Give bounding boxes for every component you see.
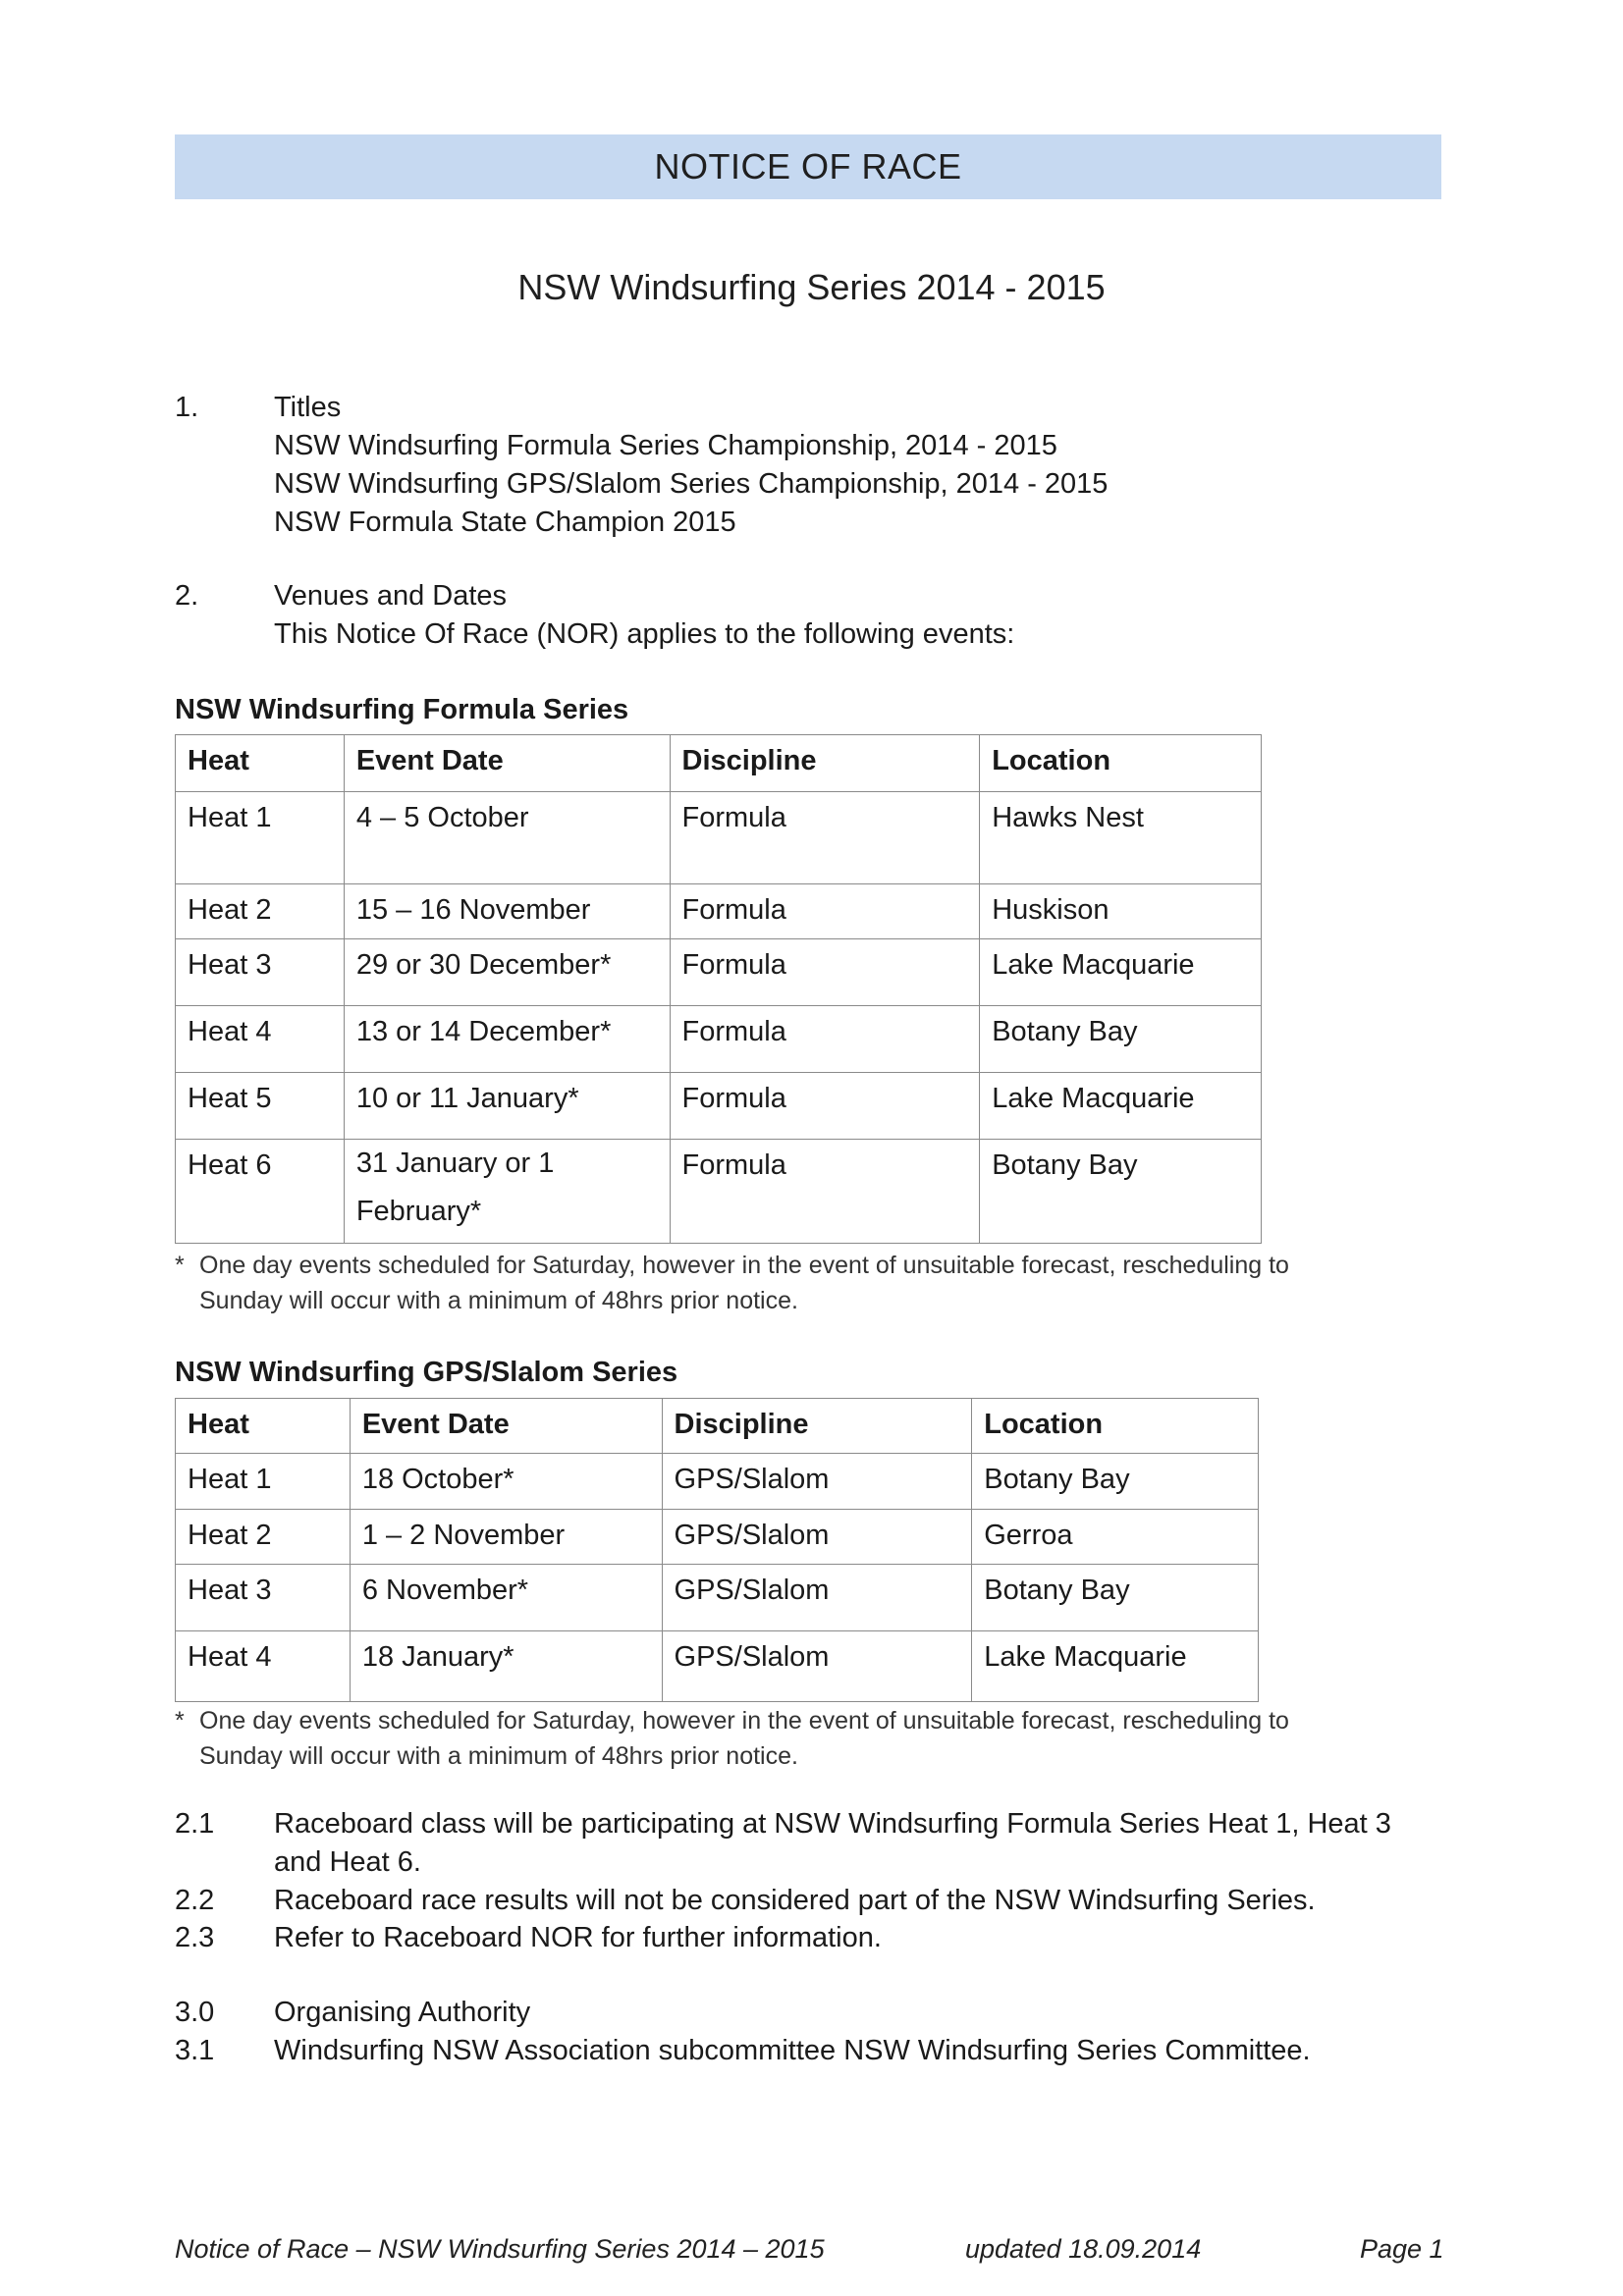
cell-location: Gerroa (972, 1510, 1259, 1565)
cell-discipline: Formula (670, 884, 980, 939)
section-3-heading: Organising Authority (274, 1997, 531, 2028)
cell-discipline: Formula (670, 792, 980, 884)
cell-heat: Heat 2 (176, 1510, 351, 1565)
header-heat: Heat (176, 735, 345, 792)
cell-event-date: 31 January or 1 February* (344, 1140, 670, 1244)
table-row (176, 1006, 1262, 1073)
cell-discipline: GPS/Slalom (662, 1631, 972, 1702)
cell-heat: Heat 3 (176, 1565, 351, 1631)
table-header-row (176, 735, 1262, 792)
title-line: NSW Windsurfing GPS/Slalom Series Championship, 2014 - 2015 (274, 468, 1109, 500)
cell-event-date: 1 – 2 November (350, 1510, 662, 1565)
table-row (176, 1073, 1262, 1140)
header-event-date: Event Date (350, 1399, 662, 1454)
clause-number: 3.1 (175, 2035, 215, 2066)
formula-footnote-cont: Sunday will occur with a minimum of 48hrs prior notice. (199, 1287, 798, 1314)
table-row (176, 1454, 1259, 1510)
cell-heat: Heat 2 (176, 884, 345, 939)
header-heat: Heat (176, 1399, 351, 1454)
table-row (176, 939, 1262, 1006)
cell-location: Botany Bay (972, 1454, 1259, 1510)
table-row (176, 1510, 1259, 1565)
title-line: NSW Formula State Champion 2015 (274, 507, 736, 538)
cell-discipline: GPS/Slalom (662, 1510, 972, 1565)
cell-discipline: Formula (670, 1140, 980, 1244)
asterisk-icon: * (175, 1252, 185, 1279)
cell-location: Lake Macquarie (972, 1631, 1259, 1702)
clause-text: Refer to Raceboard NOR for further information. (274, 1922, 882, 1953)
footer-document-name: Notice of Race – NSW Windsurfing Series 2014 – 2015 (175, 2234, 825, 2264)
formula-table-caption: NSW Windsurfing Formula Series (175, 694, 629, 725)
document-title: NSW Windsurfing Series 2014 - 2015 (517, 267, 1106, 307)
section-1-heading: Titles (274, 392, 342, 423)
cell-heat: Heat 4 (176, 1631, 351, 1702)
cell-discipline: GPS/Slalom (662, 1565, 972, 1631)
table-header-row (176, 1399, 1259, 1454)
gps-footnote-cont: Sunday will occur with a minimum of 48hrs prior notice. (199, 1742, 798, 1770)
section-3-number: 3.0 (175, 1997, 215, 2028)
banner-title: NOTICE OF RACE (654, 146, 962, 187)
section-1-number: 1. (175, 392, 199, 423)
cell-discipline: Formula (670, 1006, 980, 1073)
cell-event-date: 6 November* (350, 1565, 662, 1631)
footer-updated-date: updated 18.09.2014 (965, 2234, 1202, 2264)
clause-text: Raceboard class will be participating at NSW Windsurfing Formula Series Heat 1, Heat 3 (274, 1808, 1391, 1840)
table-row (176, 792, 1262, 884)
header-event-date: Event Date (344, 735, 670, 792)
clause-number: 2.2 (175, 1885, 215, 1916)
cell-discipline: Formula (670, 939, 980, 1006)
gps-table-caption: NSW Windsurfing GPS/Slalom Series (175, 1357, 678, 1388)
cell-discipline: GPS/Slalom (662, 1454, 972, 1510)
cell-heat: Heat 6 (176, 1140, 345, 1244)
asterisk-icon: * (175, 1707, 185, 1735)
header-location: Location (980, 735, 1262, 792)
section-2-heading: Venues and Dates (274, 580, 508, 612)
clause-text-cont: and Heat 6. (274, 1846, 421, 1878)
cell-event-date: 18 January* (350, 1631, 662, 1702)
cell-event-date: 10 or 11 January* (344, 1073, 670, 1140)
cell-location: Lake Macquarie (980, 939, 1262, 1006)
cell-location: Botany Bay (972, 1565, 1259, 1631)
formula-footnote: * One day events scheduled for Saturday, however in the event of unsuitable forecast, rescheduling to (175, 1252, 1289, 1279)
clause-number: 2.1 (175, 1808, 215, 1840)
section-2-number: 2. (175, 580, 199, 612)
cell-heat: Heat 5 (176, 1073, 345, 1140)
cell-discipline: Formula (670, 1073, 980, 1140)
cell-location: Botany Bay (980, 1140, 1262, 1244)
cell-event-date: 18 October* (350, 1454, 662, 1510)
header-discipline: Discipline (670, 735, 980, 792)
table-row (176, 1631, 1259, 1702)
clause-text: Raceboard race results will not be considered part of the NSW Windsurfing Series. (274, 1885, 1316, 1916)
table-row (176, 884, 1262, 939)
cell-event-date: 4 – 5 October (344, 792, 670, 884)
table-row (176, 1565, 1259, 1631)
section-2-intro: This Notice Of Race (NOR) applies to the following events: (274, 618, 1015, 650)
title-line: NSW Windsurfing Formula Series Championship, 2014 - 2015 (274, 430, 1057, 461)
notice-of-race-banner (175, 134, 1441, 199)
cell-heat: Heat 1 (176, 1454, 351, 1510)
cell-location: Huskison (980, 884, 1262, 939)
cell-heat: Heat 4 (176, 1006, 345, 1073)
clause-text: Windsurfing NSW Association subcommittee NSW Windsurfing Series Committee. (274, 2035, 1311, 2066)
gps-slalom-series-table (175, 1398, 1259, 1702)
cell-event-date: 13 or 14 December* (344, 1006, 670, 1073)
cell-heat: Heat 1 (176, 792, 345, 884)
clause-number: 2.3 (175, 1922, 215, 1953)
cell-heat: Heat 3 (176, 939, 345, 1006)
cell-location: Hawks Nest (980, 792, 1262, 884)
footer-page-number: Page 1 (1360, 2234, 1444, 2264)
table-row (176, 1140, 1262, 1244)
header-discipline: Discipline (662, 1399, 972, 1454)
cell-event-date: 29 or 30 December* (344, 939, 670, 1006)
cell-location: Lake Macquarie (980, 1073, 1262, 1140)
cell-location: Botany Bay (980, 1006, 1262, 1073)
cell-event-date: 15 – 16 November (344, 884, 670, 939)
gps-footnote: * One day events scheduled for Saturday, however in the event of unsuitable forecast, rescheduling to (175, 1707, 1289, 1735)
formula-series-table (175, 734, 1262, 1244)
header-location: Location (972, 1399, 1259, 1454)
